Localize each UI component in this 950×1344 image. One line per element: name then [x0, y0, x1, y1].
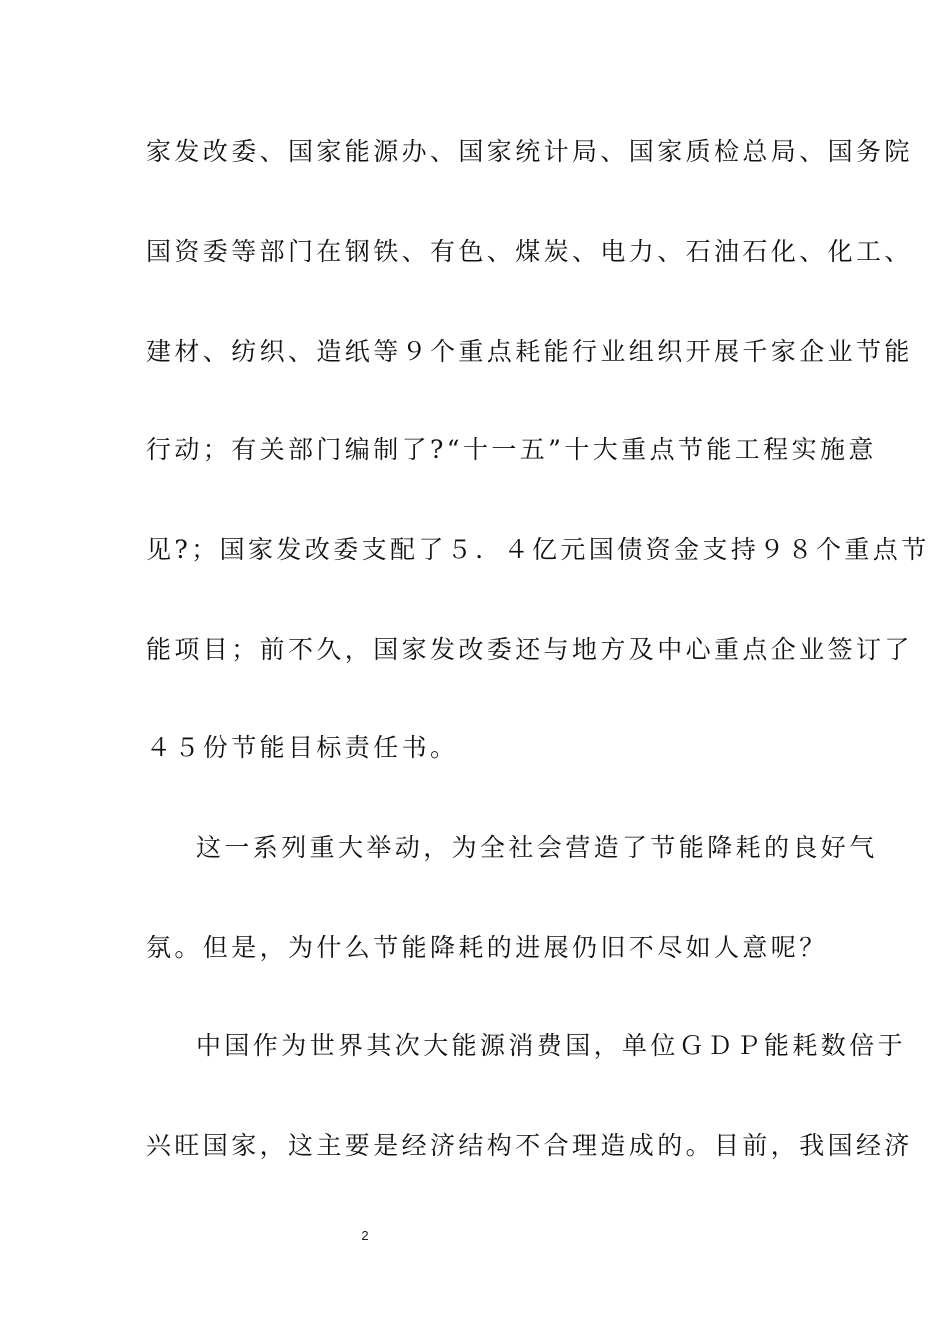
text-line-8: 这一系列重大举动，为全社会营造了节能降耗的良好气: [196, 833, 878, 862]
text-line-2: 国资委等部门在钢铁、有色、煤炭、电力、石油石化、化工、: [146, 237, 913, 266]
text-line-3: 建材、纺织、造纸等９个重点耗能行业组织开展千家企业节能: [146, 337, 913, 366]
text-line-6: 能项目；前不久，国家发改委还与地方及中心重点企业签订了: [146, 635, 913, 664]
text-line-10: 中国作为世界其次大能源消费国，单位ＧＤＰ能耗数倍于: [196, 1031, 907, 1060]
page-number: 2: [361, 1228, 369, 1243]
text-line-5: 见?；国家发改委支配了５．４亿元国债资金支持９８个重点节: [146, 535, 930, 564]
text-line-9: 氛。但是，为什么节能降耗的进展仍旧不尽如人意呢？: [146, 933, 828, 962]
text-line-11: 兴旺国家，这主要是经济结构不合理造成的。目前，我国经济: [146, 1131, 913, 1160]
text-line-4: 行动；有关部门编制了?“十一五”十大重点节能工程实施意: [146, 435, 877, 464]
text-line-7: ４５份节能目标责任书。: [146, 733, 459, 762]
text-line-1: 家发改委、国家能源办、国家统计局、国家质检总局、国务院: [146, 137, 913, 166]
